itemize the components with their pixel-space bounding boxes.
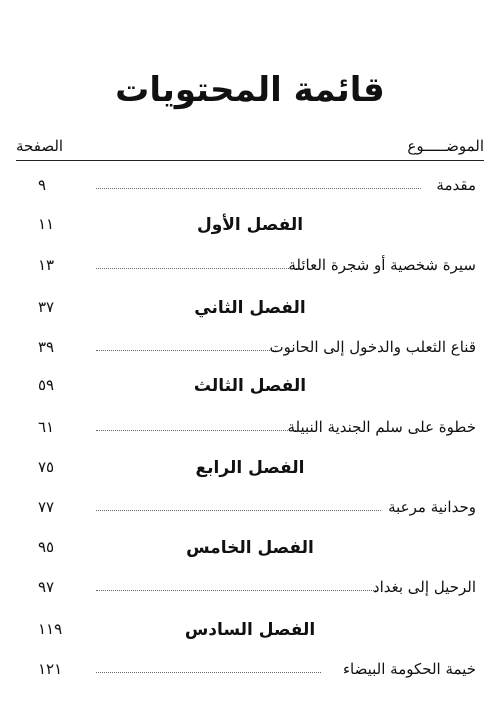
page-number: ١٢١ (38, 660, 63, 678)
topic-header: الموضـــــوع (407, 137, 484, 155)
entry-label: خيمة الحكومة البيضاء (342, 660, 476, 678)
toc-chapter[interactable] (0, 298, 500, 324)
chapter-label: الفصل الأول (196, 215, 304, 235)
page-title: قائمة المحتويات (115, 70, 385, 110)
chapter-label: الفصل الخامس (186, 538, 314, 558)
page-number: ٧٧ (38, 498, 55, 516)
toc-entry[interactable] (0, 578, 500, 604)
page-number: ١١ (38, 215, 55, 233)
toc-chapter[interactable] (0, 376, 500, 402)
header-divider (16, 160, 484, 161)
leader-dots (96, 350, 276, 351)
leader-dots (96, 590, 376, 591)
page-number: ٥٩ (38, 376, 55, 394)
page-number: ٣٩ (38, 338, 55, 356)
leader-dots (96, 430, 296, 431)
toc-chapter[interactable] (0, 538, 500, 564)
toc-entry[interactable] (0, 418, 500, 444)
toc-entry[interactable] (0, 338, 500, 364)
toc-entry[interactable] (0, 176, 500, 202)
page-number: ٩٥ (38, 538, 55, 556)
toc-chapter[interactable] (0, 620, 500, 646)
page-number: ٩٧ (38, 578, 55, 596)
chapter-label: الفصل السادس (184, 620, 316, 640)
page-number: ١٣ (38, 256, 55, 274)
toc-chapter[interactable] (0, 215, 500, 241)
entry-label: قناع الثعلب والدخول إلى الحانوت (269, 338, 476, 356)
leader-dots (96, 672, 321, 673)
toc-entry[interactable] (0, 498, 500, 524)
toc-entry[interactable] (0, 660, 500, 686)
entry-label: مقدمة (436, 176, 476, 194)
entry-label: خطوة على سلم الجندية النبيلة (287, 418, 476, 436)
entry-label: سيرة شخصية أو شجرة العائلة (288, 256, 476, 274)
page-number: ٩ (38, 176, 47, 194)
toc-entry[interactable] (0, 256, 500, 282)
chapter-label: الفصل الثاني (194, 298, 306, 318)
page-number: ٦١ (38, 418, 55, 436)
toc-header (16, 137, 484, 159)
page-number: ١١٩ (38, 620, 63, 638)
page-number: ٧٥ (38, 458, 55, 476)
leader-dots (96, 188, 421, 189)
entry-label: وحدانية مرعبة (388, 498, 476, 516)
entry-label: الرحيل إلى بغداد (372, 578, 476, 596)
leader-dots (96, 268, 301, 269)
page-header: الصفحة (16, 137, 64, 155)
page-number: ٣٧ (38, 298, 55, 316)
chapter-label: الفصل الرابع (195, 458, 305, 478)
leader-dots (96, 510, 381, 511)
toc-chapter[interactable] (0, 458, 500, 484)
chapter-label: الفصل الثالث (193, 376, 307, 396)
